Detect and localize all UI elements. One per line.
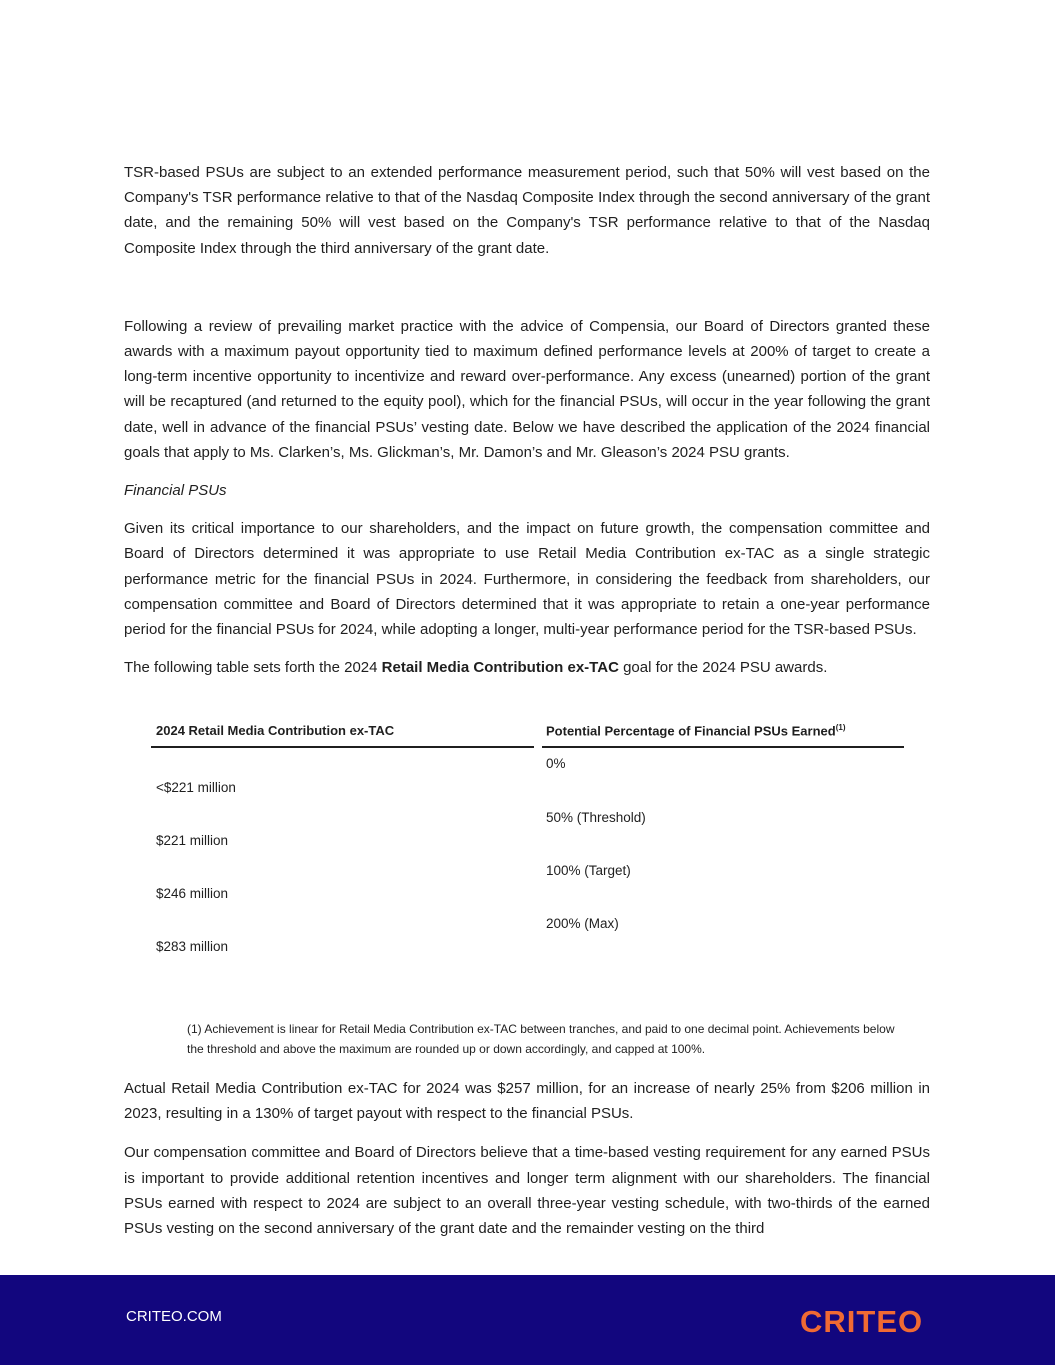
paragraph-tsr-psus: TSR-based PSUs are subject to an extended performance measurement period, such that 50% will vest based on the Company's TSR performance relative to that of the Nasdaq Composite Index through the second anniversary of the grant date, and the remaining 50% will vest based on the Company's TSR performance relative to that of the Nasdaq Composite Index through the third anniversary of the grant date. bbox=[124, 164, 930, 257]
table-intro-bold: Retail Media Contribution ex-TAC bbox=[381, 659, 619, 677]
table-header-rule-right bbox=[542, 746, 904, 748]
paragraph-table-intro bbox=[124, 655, 930, 680]
section-heading-financial-psus: Financial PSUs bbox=[124, 482, 227, 500]
table-cell-percentage: 200% (Max) bbox=[546, 916, 619, 932]
table-header-contribution: 2024 Retail Media Contribution ex-TAC bbox=[156, 723, 395, 739]
psu-goal-table bbox=[124, 680, 930, 980]
table-header-percentage-text: Potential Percentage of Financial PSUs Earned bbox=[546, 723, 836, 739]
table-cell-contribution: $283 million bbox=[156, 939, 229, 955]
main-content bbox=[124, 160, 930, 980]
table-header-footnote-ref: (1) bbox=[835, 723, 846, 733]
table-intro-text: The following table sets forth the 2024 bbox=[124, 659, 382, 677]
table-cell-percentage: 100% (Target) bbox=[546, 863, 631, 879]
table-cell-contribution: $246 million bbox=[156, 886, 229, 902]
paragraph-market-practice: Following a review of prevailing market practice with the advice of Compensia, our Board of Directors granted these awards with a maximum payout opportunity tied to maximum defined performance levels at 200% of target to create a long-term incentive opportunity to incentivize and reward over-performance. Any excess (unearned) portion of the grant will be recaptured (and returned to the equity pool), which for the financial PSUs, will occur in the year following the grant date, well in advance of the financial PSUs’ vesting date. Below we have described the application of the 2024 financial goals that apply to Ms. Clarken’s, Ms. Glickman’s, Mr. Damon’s and Mr. Gleason’s 2024 PSU grants. bbox=[124, 317, 930, 461]
table-header-rule-left bbox=[151, 746, 534, 748]
page-footer bbox=[0, 1275, 1055, 1365]
criteo-logo: CRITEO bbox=[800, 1304, 924, 1339]
table-header-percentage bbox=[546, 723, 845, 738]
paragraph-actual-result: Actual Retail Media Contribution ex-TAC for 2024 was $257 million, for an increase of nearly 25% from $206 million in 2023, resulting in a 130% of target payout with respect to the financial PSUs. bbox=[124, 1080, 930, 1123]
paragraph-vesting-requirement: Our compensation committee and Board of Directors believe that a time-based vesting requirement for any earned PSUs is important to provide additional retention incentives and longer term alignment with our shareholders. The financial PSUs earned with respect to 2024 are subject to an overall three-year vesting schedule, with two-thirds of the earned PSUs vesting on the second anniversary of the grant date and the remainder vesting on the third bbox=[124, 1144, 930, 1238]
after-table-content bbox=[124, 1076, 930, 1241]
table-cell-percentage: 50% (Threshold) bbox=[546, 810, 646, 826]
paragraph-strategic-metric: Given its critical importance to our shareholders, and the impact on future growth, the compensation committee and Board of Directors determined it was appropriate to use Retail Media Contribution ex-TAC as a single strategic performance metric for the financial PSUs in 2024. Furthermore, in considering the feedback from shareholders, our compensation committee and Board of Directors determined that it was appropriate to retain a one-year performance period for the financial PSUs for 2024, while adopting a longer, multi-year performance period for the TSR-based PSUs. bbox=[124, 520, 930, 639]
table-footnote: (1) Achievement is linear for Retail Media Contribution ex-TAC between tranches, and paid to one decimal point. Achievements below the threshold and above the maximum are rounded up or down accordingly, and capped at 100%. bbox=[187, 1022, 895, 1056]
table-cell-percentage: 0% bbox=[546, 756, 566, 772]
table-intro-text-end: goal for the 2024 PSU awards. bbox=[618, 659, 828, 677]
footer-url: CRITEO.COM bbox=[126, 1308, 222, 1325]
table-cell-contribution: $221 million bbox=[156, 833, 229, 849]
table-cell-contribution: <$221 million bbox=[156, 780, 236, 796]
